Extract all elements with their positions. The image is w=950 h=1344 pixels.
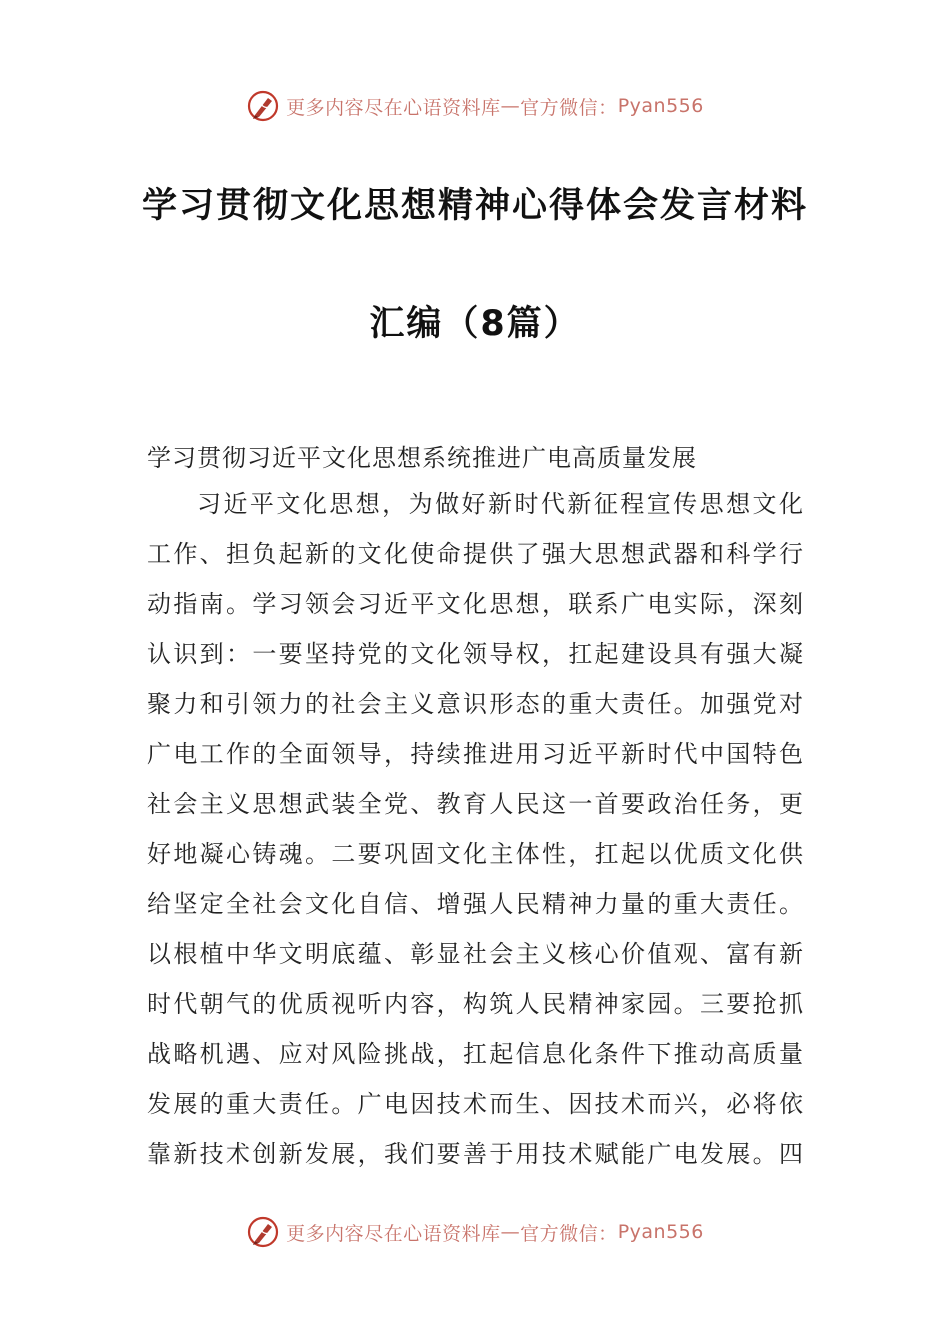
body-line: 动指南。学习领会习近平文化思想，联系广电实际，深刻 — [147, 590, 803, 618]
body-line: 认识到：一要坚持党的文化领导权，扛起建设具有强大凝 — [147, 640, 803, 668]
watermark-official-label: 官方微信： — [520, 1222, 618, 1245]
body-line: 发展的重大责任。广电因技术而生、因技术而兴，必将依 — [147, 1090, 803, 1118]
body-line: 工作、担负起新的文化使命提供了强大思想武器和科学行 — [147, 540, 803, 568]
body-line: 靠新技术创新发展，我们要善于用技术赋能广电发展。四 — [147, 1140, 803, 1168]
body-line: 给坚定全社会文化自信、增强人民精神力量的重大责任。 — [147, 890, 803, 918]
watermark-brand: 更多内容尽在心语资料库 — [286, 1222, 501, 1245]
body-line: 广电工作的全面领导，持续推进用习近平新时代中国特色 — [147, 740, 803, 768]
body-line: 好地凝心铸魂。二要巩固文化主体性，扛起以优质文化供 — [147, 840, 803, 868]
watermark-separator: — — [500, 95, 521, 117]
body-line: 以根植中华文明底蕴、彰显社会主义核心价值观、富有新 — [147, 940, 803, 968]
pen-logo-icon — [246, 89, 280, 123]
watermark-wechat-id: Pyan556 — [617, 1221, 704, 1243]
watermark-header — [0, 86, 950, 126]
watermark-brand: 更多内容尽在心语资料库 — [286, 96, 501, 119]
body-line: 习近平文化思想，为做好新时代新征程宣传思想文化 — [197, 490, 803, 518]
body-line: 战略机遇、应对风险挑战，扛起信息化条件下推动高质量 — [147, 1040, 803, 1068]
body-line: 时代朝气的优质视听内容，构筑人民精神家园。三要抢抓 — [147, 990, 803, 1018]
document-title-line-2: 汇编（8篇） — [369, 304, 581, 344]
watermark-wechat-id: Pyan556 — [617, 95, 704, 117]
watermark-separator: — — [500, 1221, 521, 1243]
body-line: 聚力和引领力的社会主义意识形态的重大责任。加强党对 — [147, 690, 803, 718]
body-line: 社会主义思想武装全党、教育人民这一首要政治任务，更 — [147, 790, 803, 818]
pen-logo-icon — [246, 1215, 280, 1249]
watermark-footer — [0, 1212, 950, 1252]
document-title-line-1: 学习贯彻文化思想精神心得体会发言材料 — [141, 186, 808, 226]
watermark-official-label: 官方微信： — [520, 96, 618, 119]
article-heading: 学习贯彻习近平文化思想系统推进广电高质量发展 — [147, 444, 697, 472]
